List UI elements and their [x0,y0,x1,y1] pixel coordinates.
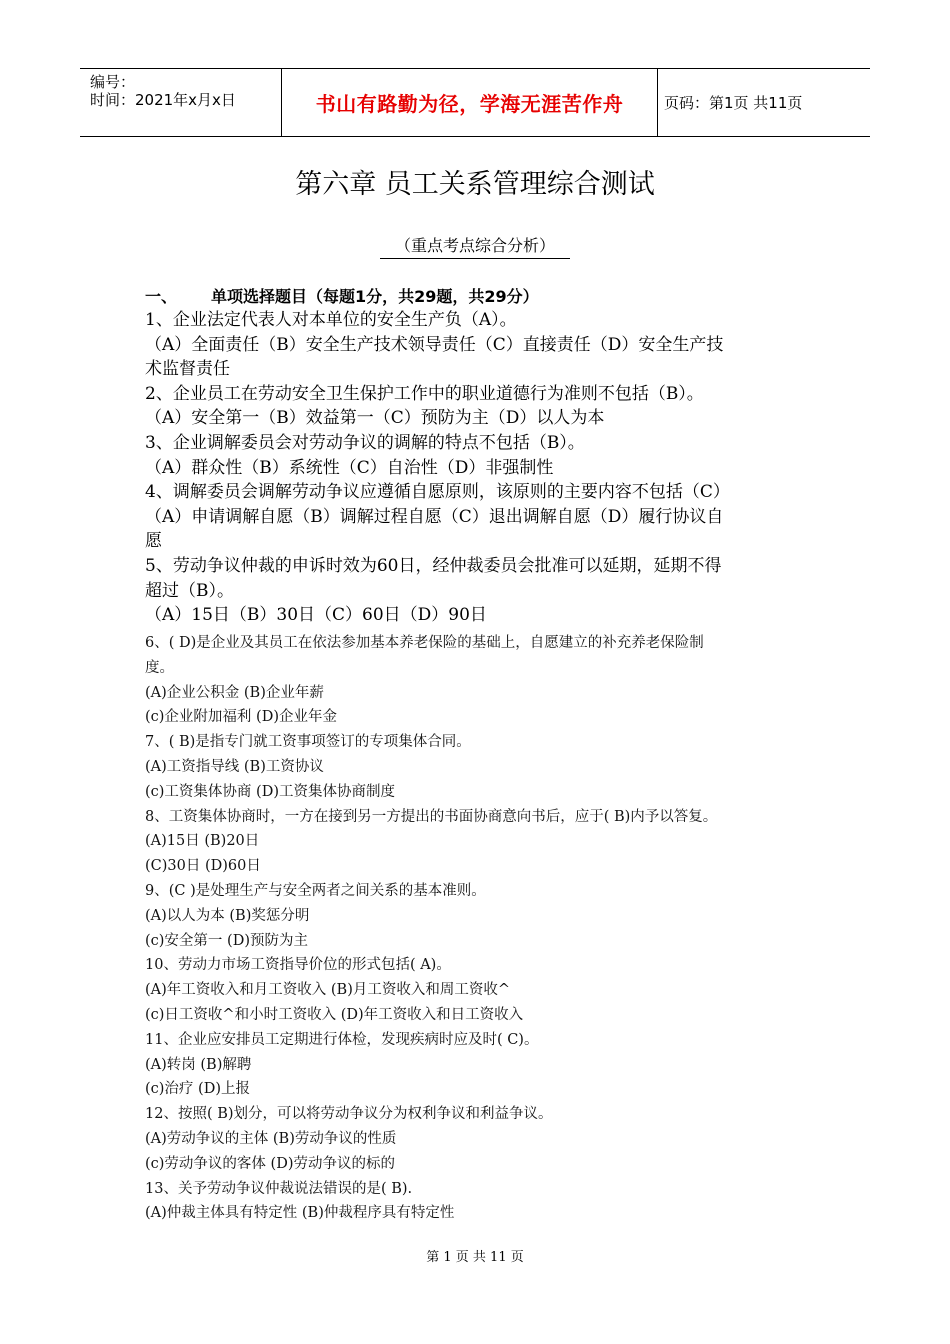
question-line: (A)年工资收入和月工资收入 (B)月工资收入和周工资收^ [145,982,511,999]
question-line: 度。 [145,659,174,676]
question-line: 术监督责任 [145,359,230,380]
question-line: (C)30日 (D)60日 [145,858,261,875]
question-line: (A)企业公积金 (B)企业年薪 [145,684,324,701]
time-label: 时间：2021年x月x日 [90,91,236,109]
question-line: （A）15日（B）30日（C）60日（D）90日 [145,605,487,626]
question-line: （A）全面责任（B）安全生产技术领导责任（C）直接责任（D）安全生产技 [145,334,724,355]
page-header [80,68,870,137]
question-line: (A)15日 (B)20日 [145,833,260,850]
question-line: (A)仲裁主体具有特定性 (B)仲裁程序具有特定性 [145,1205,455,1222]
question-line: 3、企业调解委员会对劳动争议的调解的特点不包括（B）。 [145,432,585,453]
page-info: 页码：第1页 共11页 [664,94,803,112]
question-line: (A)工资指导线 (B)工资协议 [145,758,324,775]
question-line: 5、劳动争议仲裁的申诉时效为60日，经仲裁委员会批准可以延期，延期不得 [145,555,722,576]
question-line: （A）群众性（B）系统性（C）自治性（D）非强制性 [145,457,554,478]
question-line: 13、关予劳动争议仲裁说法错误的是( B). [145,1180,413,1197]
header-page-cell [657,69,870,136]
serial-label: 编号： [90,73,136,91]
header-motto-cell [281,69,658,136]
section-number: 一、 [145,287,178,306]
question-line: 11、企业应安排员工定期进行体检，发现疾病时应及时( C)。 [145,1031,539,1048]
question-line: （A）安全第一（B）效益第一（C）预防为主（D）以人为本 [145,408,605,429]
question-line: 6、( D)是企业及其员工在依法参加基本养老保险的基础上，自愿建立的补充养老保险制 [145,635,704,651]
question-line: (A)劳动争议的主体 (B)劳动争议的性质 [145,1130,397,1147]
questions-part-2 [145,631,815,1226]
question-line: (c)日工资收^和小时工资收入 (D)年工资收入和日工资收入 [145,1006,524,1023]
question-line: 超过（B）。 [145,580,234,601]
questions-part-1 [145,308,815,628]
question-line: (c)治疗 (D)上报 [145,1081,250,1098]
document-title: 第六章 员工关系管理综合测试 [295,169,655,200]
question-line: 2、企业员工在劳动安全卫生保护工作中的职业道德行为准则不包括（B）。 [145,383,704,404]
question-line: （A）申请调解自愿（B）调解过程自愿（C）退出调解自愿（D）履行协议自 [145,506,724,527]
section-title: 单项选择题目（每题1分，共29题，共29分） [211,287,539,306]
question-line: 9、(C )是处理生产与安全两者之间关系的基本准则。 [145,882,486,899]
question-line: (A)以人为本 (B)奖惩分明 [145,907,310,924]
question-line: 12、按照( B)划分，可以将劳动争议分为权利争议和利益争议。 [145,1106,553,1123]
question-line: 7、( B)是指专门就工资事项签订的专项集体合同。 [145,734,471,751]
question-line: 1、企业法定代表人对本单位的安全生产负（A）。 [145,310,517,330]
question-line: (c)劳动争议的客体 (D)劳动争议的标的 [145,1155,395,1172]
question-line: 4、调解委员会调解劳动争议应遵循自愿原则，该原则的主要内容不包括（C） [145,482,730,503]
motto-text: 书山有路勤为径，学海无涯苦作舟 [315,92,624,116]
question-line: (A)转岗 (B)解聘 [145,1056,252,1073]
question-line: (c)安全第一 (D)预防为主 [145,932,308,949]
question-line: 10、劳动力市场工资指导价位的形式包括( A)。 [145,957,451,974]
page-footer: 第 1 页 共 11 页 [426,1250,524,1265]
question-line: (c)企业附加福利 (D)企业年金 [145,709,337,726]
section-heading [145,285,539,309]
question-line: (c)工资集体协商 (D)工资集体协商制度 [145,783,395,800]
question-line: 8、工资集体协商时，一方在接到另一方提出的书面协商意向书后，应于( B)内予以答复。 [145,808,718,825]
document-subtitle: （重点考点综合分析） [380,235,570,259]
header-meta-cell [80,69,280,136]
question-line: 愿 [145,531,162,552]
